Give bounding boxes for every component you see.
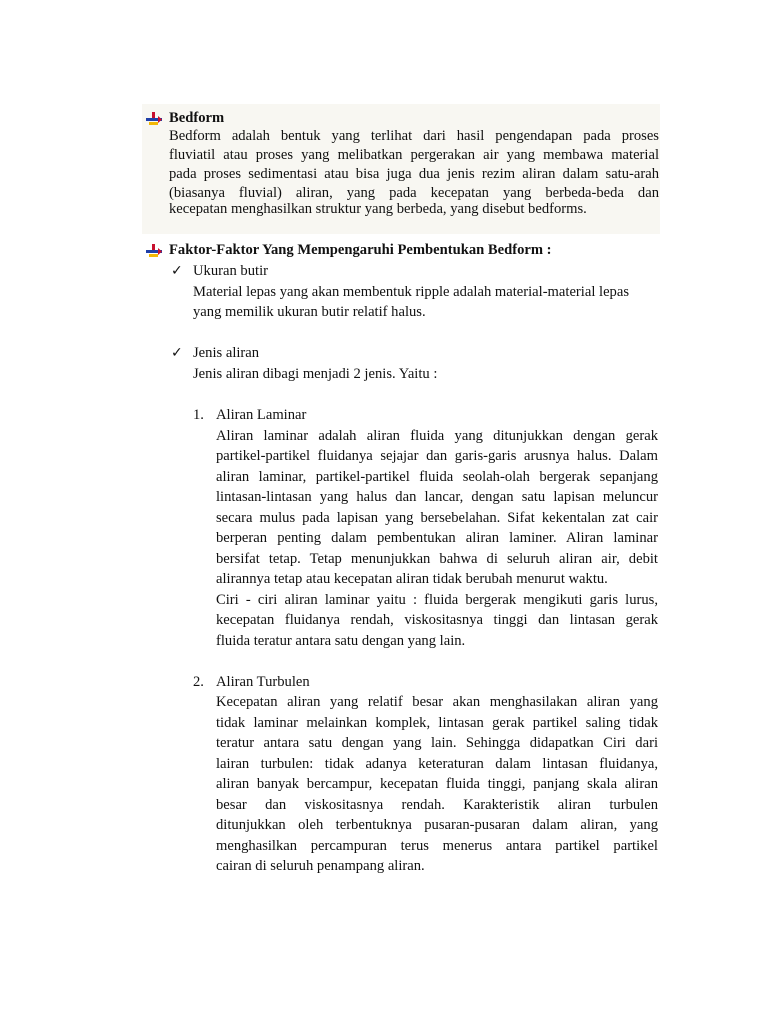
paragraph-line: fluida teratur antara satu dengan yang lain.	[216, 633, 466, 649]
paragraph-line: besar dan viskositasnya rendah. Karakteristik aliran turbulen	[216, 797, 658, 813]
paragraph-line: teratur antara satu dengan yang lain. Sehingga didapatkan Ciri dari	[216, 735, 658, 751]
check-mark-icon: ✓	[171, 263, 183, 279]
paragraph-line: aliran laminar, partikel-partikel fluida seolah-olah bergerak sepanjang	[216, 469, 658, 485]
subheading-ukuran-butir: Ukuran butir	[193, 263, 268, 279]
paragraph-line: partikel-partikel fluidanya sejajar dan garis-garis arusnya halus. Dalam	[216, 448, 658, 464]
paragraph-line: alirannya tetap atau kecepatan aliran tidak berubah menurut waktu.	[216, 571, 608, 587]
paragraph-line: Ciri - ciri aliran laminar yaitu : fluida bergerak mengikuti garis lurus,	[216, 592, 658, 608]
paragraph-line: aliran banyak bercampur, kecepatan fluida tinggi, panjang skala aliran	[216, 776, 658, 792]
paragraph-line: Material lepas yang akan membentuk ripple adalah material-material lepas	[193, 284, 630, 300]
paragraph-line: bersifat tetap. Tetap menunjukkan bahwa di seluruh aliran air, debit	[216, 551, 658, 567]
section-heading-faktor: Faktor-Faktor Yang Mempengaruhi Pembentukan Bedform :	[169, 242, 552, 258]
arrow-cross-bullet-icon	[146, 244, 162, 258]
section-heading-bedform: Bedform	[169, 110, 225, 126]
paragraph-line: Bedform adalah bentuk yang terlihat dari hasil pengendapan pada proses	[169, 128, 659, 144]
paragraph-line: menghasilkan percampuran terus menerus antara partikel partikel	[216, 838, 658, 854]
paragraph-line: pada proses sedimentasi atau bisa juga dua jenis rezim aliran dalam satu-arah	[169, 166, 659, 182]
list-number: 2.	[193, 674, 204, 690]
paragraph-line: lintasan-lintasan yang halus dan lancar, dengan satu lapisan meluncur	[216, 489, 658, 505]
subheading-jenis-aliran: Jenis aliran	[193, 345, 260, 361]
paragraph-line: Kecepatan aliran yang relatif besar akan menghasilakan aliran yang	[216, 694, 658, 710]
paragraph-line: lairan turbulen: tidak adanya keteraturan dalam lintasan fluidanya,	[216, 756, 658, 772]
paragraph-line: yang memilik ukuran butir relatif halus.	[193, 304, 426, 320]
list-item-title-laminar: Aliran Laminar	[216, 407, 307, 423]
paragraph-line: berperan penting dalam pembentukan aliran laminer. Aliran laminar	[216, 530, 658, 546]
arrow-cross-bullet-icon	[146, 112, 162, 126]
paragraph-line: Aliran laminar adalah aliran fluida yang ditunjukkan dengan gerak	[216, 428, 658, 444]
list-item-title-turbulen: Aliran Turbulen	[216, 674, 310, 690]
paragraph-line: ditunjukkan oleh terbentuknya pusaran-pusaran dalam aliran, yang	[216, 817, 658, 833]
paragraph-line: secara mulus pada lapisan yang bersebelahan. Sifat kekentalan zat cair	[216, 510, 658, 526]
paragraph-line: (biasanya fluvial) aliran, yang pada kecepatan yang berbeda-beda dan	[169, 185, 659, 201]
list-number: 1.	[193, 407, 204, 423]
check-mark-icon: ✓	[171, 345, 183, 361]
paragraph-line: kecepatan menghasilkan struktur yang berbeda, yang disebut bedforms.	[169, 201, 587, 217]
paragraph-line: cairan di seluruh penampang aliran.	[216, 858, 425, 874]
paragraph-line: tidak laminar melainkan komplek, lintasan gerak partikel saling tidak	[216, 715, 658, 731]
paragraph-line: fluviatil atau proses yang melibatkan pergerakan air yang membawa material	[169, 147, 659, 163]
paragraph-line: Jenis aliran dibagi menjadi 2 jenis. Yaitu :	[193, 366, 438, 382]
paragraph-line: kecepatan fluidanya rendah, viskositasnya tinggi dan lintasan gerak	[216, 612, 658, 628]
